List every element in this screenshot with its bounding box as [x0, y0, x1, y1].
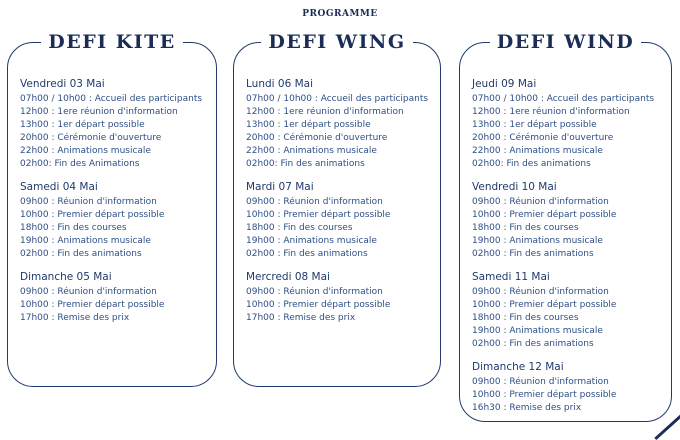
schedule-entry: 10h00 : Premier départ possible — [472, 210, 617, 220]
program-card-wind — [459, 31, 672, 422]
schedule-entry: 02h00 : Fin des animations — [472, 249, 594, 259]
schedule-entry: 17h00 : Remise des prix — [20, 313, 130, 323]
day-block — [246, 270, 436, 325]
schedule-entry: 22h00 : Animations musicale — [246, 146, 377, 156]
card-title: DEFI WIND — [490, 30, 642, 54]
card-title: DEFI WING — [261, 30, 412, 54]
schedule-entry: 09h00 : Réunion d'information — [472, 197, 609, 207]
schedule-entry: 18h00 : Fin des courses — [472, 313, 579, 323]
day-block — [20, 180, 212, 261]
day-title: Mardi 07 Mai — [246, 181, 314, 193]
schedule-entry: 10h00 : Premier départ possible — [472, 390, 617, 400]
day-title: Dimanche 12 Mai — [472, 361, 564, 373]
schedule-entry: 17h00 : Remise des prix — [246, 313, 356, 323]
day-block — [246, 180, 436, 261]
schedule-entry: 02h00 : Fin des animations — [472, 339, 594, 349]
schedule-entry: 13h00 : 1er départ possible — [246, 120, 371, 130]
page-title: PROGRAMME — [302, 9, 378, 19]
schedule-entry: 20h00 : Cérémonie d'ouverture — [246, 133, 388, 143]
schedule-entry: 18h00 : Fin des courses — [472, 223, 579, 233]
schedule-entry: 10h00 : Premier départ possible — [20, 300, 165, 310]
schedule-entry: 22h00 : Animations musicale — [472, 146, 603, 156]
card-body — [246, 77, 436, 334]
schedule-entry: 07h00 / 10h00 : Accueil des participants — [472, 94, 655, 104]
day-block — [472, 180, 667, 261]
schedule-entry: 19h00 : Animations musicale — [472, 326, 603, 336]
day-block — [20, 270, 212, 325]
schedule-entry: 12h00 : 1ere réunion d'information — [20, 107, 178, 117]
schedule-entry: 19h00 : Animations musicale — [472, 236, 603, 246]
schedule-entry: 18h00 : Fin des courses — [246, 223, 353, 233]
day-block — [246, 77, 436, 171]
schedule-entry: 20h00 : Cérémonie d'ouverture — [472, 133, 614, 143]
schedule-entry: 09h00 : Réunion d'information — [472, 377, 609, 387]
day-block — [472, 360, 667, 415]
schedule-entry: 19h00 : Animations musicale — [246, 236, 377, 246]
schedule-entry: 07h00 / 10h00 : Accueil des participants — [20, 94, 203, 104]
schedule-entry: 12h00 : 1ere réunion d'information — [246, 107, 404, 117]
schedule-entry: 19h00 : Animations musicale — [20, 236, 151, 246]
schedule-entry: 02h00: Fin des animations — [246, 159, 365, 169]
day-block — [472, 270, 667, 351]
schedule-entry: 02h00: Fin des Animations — [20, 159, 140, 169]
schedule-entry: 20h00 : Cérémonie d'ouverture — [20, 133, 162, 143]
program-card-wing — [233, 31, 441, 387]
day-block — [20, 77, 212, 171]
schedule-entry: 16h30 : Remise des prix — [472, 403, 582, 413]
schedule-entry: 09h00 : Réunion d'information — [246, 287, 383, 297]
schedule-entry: 09h00 : Réunion d'information — [472, 287, 609, 297]
schedule-entry: 10h00 : Premier départ possible — [246, 210, 391, 220]
schedule-entry: 02h00: Fin des animations — [472, 159, 591, 169]
card-body — [20, 77, 212, 334]
day-title: Dimanche 05 Mai — [20, 271, 112, 283]
schedule-entry: 10h00 : Premier départ possible — [472, 300, 617, 310]
day-block — [472, 77, 667, 171]
card-body — [472, 77, 667, 424]
schedule-entry: 18h00 : Fin des courses — [20, 223, 127, 233]
schedule-entry: 02h00 : Fin des animations — [20, 249, 142, 259]
program-card-kite — [7, 31, 217, 387]
card-title: DEFI KITE — [41, 30, 182, 54]
day-title: Vendredi 10 Mai — [472, 181, 557, 193]
day-title: Vendredi 03 Mai — [20, 78, 105, 90]
day-title: Jeudi 09 Mai — [472, 78, 537, 90]
schedule-entry: 09h00 : Réunion d'information — [20, 287, 157, 297]
schedule-entry: 09h00 : Réunion d'information — [20, 197, 157, 207]
schedule-entry: 22h00 : Animations musicale — [20, 146, 151, 156]
schedule-entry: 13h00 : 1er départ possible — [20, 120, 145, 130]
day-title: Samedi 11 Mai — [472, 271, 550, 283]
schedule-entry: 07h00 / 10h00 : Accueil des participants — [246, 94, 429, 104]
schedule-entry: 13h00 : 1er départ possible — [472, 120, 597, 130]
day-title: Mercredi 08 Mai — [246, 271, 330, 283]
schedule-entry: 10h00 : Premier départ possible — [20, 210, 165, 220]
day-title: Lundi 06 Mai — [246, 78, 314, 90]
schedule-entry: 12h00 : 1ere réunion d'information — [472, 107, 630, 117]
schedule-entry: 10h00 : Premier départ possible — [246, 300, 391, 310]
schedule-entry: 02h00 : Fin des animations — [246, 249, 368, 259]
schedule-entry: 09h00 : Réunion d'information — [246, 197, 383, 207]
day-title: Samedi 04 Mai — [20, 181, 98, 193]
